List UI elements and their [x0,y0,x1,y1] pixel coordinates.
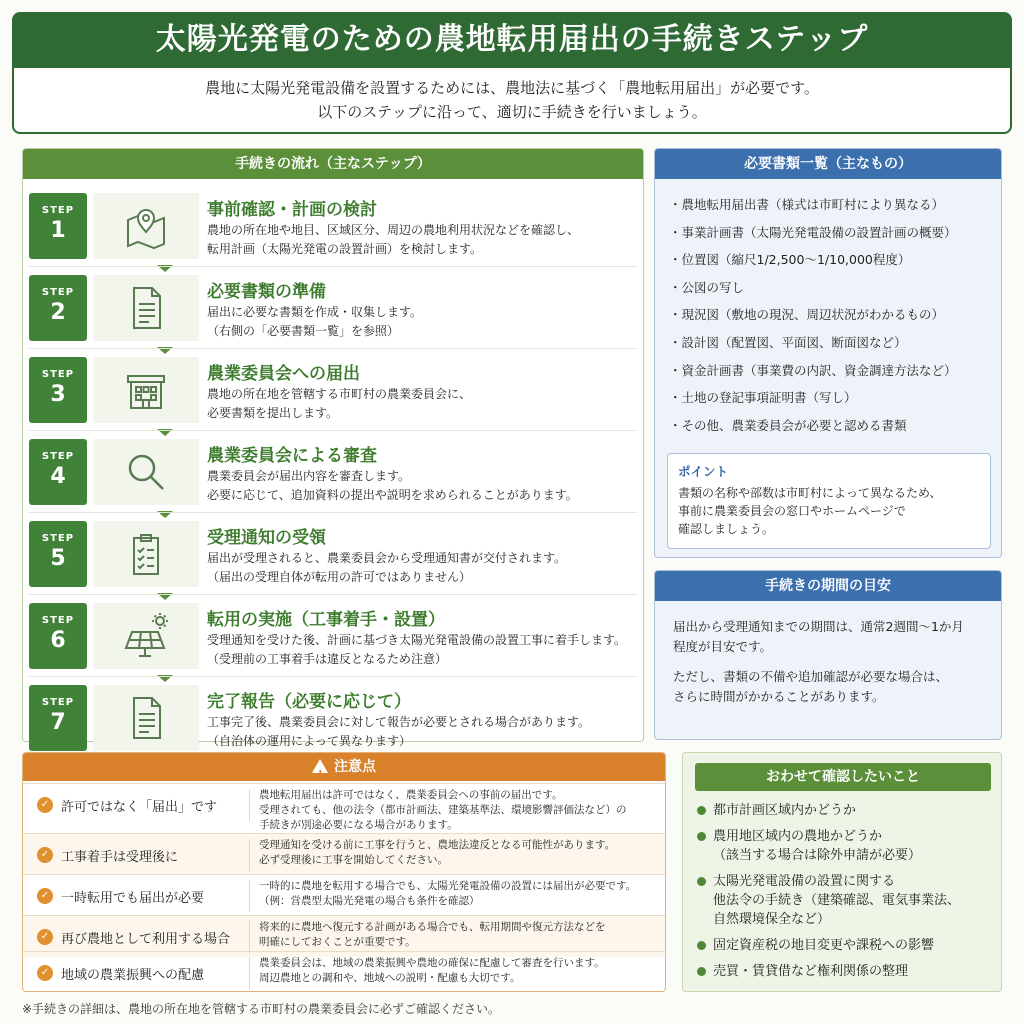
step-badge [29,275,87,341]
list-item: ・事業計画書（太陽光発電設備の設置計画の概要） [669,224,957,240]
also-line: 固定資産税の地目変更や課税への影響 [713,938,935,953]
list-item: ・農地転用届出書（様式は市町村により異なる） [669,197,945,212]
step-description [207,549,566,587]
list-item [697,872,993,929]
footnote: ※手続きの詳細は、農地の所在地を管轄する市町村の農業委員会に必ずご確認ください。 [22,1002,501,1016]
also-check-panel [682,752,1002,992]
map-pin-icon [93,193,199,259]
step-badge [29,193,87,259]
period-body [655,601,1001,723]
point-line: 書類の名称や部数は市町村によって異なるため、 [678,486,942,500]
step-label: STEP [41,369,75,380]
also-line: 他法令の手続き（建築確認、電気事業法、 [713,893,961,908]
list-item: ・設計図（配置図、平面図、断面図など） [669,334,907,350]
point-text [678,484,980,538]
building-icon [93,357,199,423]
step-desc-line: （受理前の工事着手は違反となるため注意） [207,652,448,666]
also-heading: おわせて確認したいこと [695,763,991,791]
divider [29,594,637,595]
step-desc-line: 受理通知を受けた後、計画に基づき太陽光発電設備の設置工事に着手します。 [207,633,627,647]
caution-text [259,788,659,833]
step-badge [29,439,87,505]
caution-label: 再び農地として利用する場合 [61,932,231,947]
caution-line: 必ず受理後に工事を開始してください。 [259,854,448,866]
step-number: 4 [50,464,66,489]
bullet-icon [697,832,706,841]
point-line: 事前に農業委員会の窓口やホームページで [678,504,906,518]
step-label: STEP [41,205,75,216]
caution-heading [23,753,665,781]
step-description [207,221,579,259]
step-desc-line: 転用計画（太陽光発電の設置計画）を検討します。 [207,242,483,256]
point-line: 確認しましょう。 [678,522,775,536]
caution-text [259,879,659,909]
divider [29,676,637,677]
step-title: 農業委員会への届出 [207,364,360,384]
documents-list [655,179,1001,439]
step-number: 5 [50,546,66,571]
caution-label: 地域の農業振興への配慮 [61,968,205,983]
divider [249,839,250,871]
caution-row [23,783,665,831]
bullet-icon [697,877,706,886]
report-icon [93,685,199,751]
solar-panel-icon [93,603,199,669]
divider [29,430,637,431]
divider [29,266,637,267]
point-box [667,453,991,549]
check-icon: ✓ [37,797,53,813]
docs-heading: 必要書類一覧（主なもの） [655,149,1001,179]
period-paragraph [673,617,983,657]
step-desc-line: 届出が受理されると、農業委員会から受理通知書が交付されます。 [207,551,567,565]
step-desc-line: 工事完了後、農業委員会に対して報告が必要とされる場合があります。 [207,715,591,729]
step-6 [29,597,637,675]
step-badge [29,357,87,423]
list-item: ・土地の登記事項証明書（写し） [669,390,857,406]
divider [29,348,637,349]
period-line: 程度が目安です。 [673,639,773,654]
divider [249,880,250,912]
step-badge [29,685,87,751]
step-description [207,631,626,669]
caution-line: 受理されても、他の法令（都市計画法、建築基準法、環境影響評価法など）の [259,804,627,816]
period-panel [654,570,1002,740]
check-icon: ✓ [37,965,53,981]
intro-line: 以下のステップに沿って、適切に手続きを行いましょう。 [317,103,707,121]
caution-line: 手続きが別途必要になる場合があります。 [259,819,458,831]
divider [249,957,250,989]
step-number: 7 [50,710,66,735]
step-badge [29,521,87,587]
also-line: （該当する場合は除外申請が必要） [713,848,922,863]
caution-text [259,956,659,986]
list-item: ・現況図（敷地の現況、周辺状況がわかるもの） [669,307,945,323]
step-desc-line: （右側の「必要書類一覧」を参照） [207,324,400,338]
step-label: STEP [41,533,75,544]
caution-row [23,951,665,993]
document-icon [93,275,199,341]
step-desc-line: 農業委員会が届出内容を審査します。 [207,469,411,483]
list-item [697,827,993,865]
also-line: 売買・賃貸借など権利関係の整理 [713,964,909,979]
caution-line: 一時的に農地を転用する場合でも、太陽光発電設備の設置には届出が必要です。 [259,880,637,892]
caution-line: 周辺農地との調和や、地域への説明・配慮も大切です。 [259,972,521,984]
caution-line: 将来的に農地へ復元する計画がある場合でも、転用期間や復元方法などを [259,921,606,933]
step-2 [29,269,637,347]
step-desc-line: 届出に必要な書類を作成・収集します。 [207,305,423,319]
caution-line: 農地転用届出は許可ではなく、農業委員会への事前の届出です。 [259,789,563,801]
step-title: 転用の実施（工事着手・設置） [207,610,445,630]
list-item [697,936,993,955]
step-number: 1 [50,218,66,243]
caution-row [23,874,665,916]
step-description [207,467,578,505]
list-item: ・その他、農業委員会が必要と認める書類 [669,417,907,433]
divider [249,789,250,821]
caution-label: 一時転用でも届出が必要 [61,891,205,906]
intro-text [12,68,1012,134]
step-label: STEP [41,697,75,708]
step-title: 農業委員会による審査 [207,446,377,466]
caution-heading-text: 注意点 [334,759,376,775]
also-check-list [697,801,993,988]
step-5 [29,515,637,593]
step-title: 必要書類の準備 [207,282,326,302]
also-line: 都市計画区域内かどうか [713,803,857,818]
caution-row [23,833,665,875]
cautions-panel [22,752,666,992]
list-item: ・資金計画書（事業費の内訳、資金調達方法など） [669,362,957,378]
step-7 [29,679,637,757]
clipboard-check-icon [93,521,199,587]
step-title: 完了報告（必要に応じて） [207,692,411,712]
step-label: STEP [41,287,75,298]
period-line: 届出から受理通知までの期間は、通常2週間～1か月 [673,619,964,634]
step-desc-line: 必要書類を提出します。 [207,406,339,420]
step-desc-line: （届出の受理自体が転用の許可ではありません） [207,570,472,584]
point-title: ポイント [678,464,729,479]
step-title: 受理通知の受領 [207,528,326,548]
period-heading: 手続きの期間の目安 [655,571,1001,601]
step-description [207,713,590,751]
caution-text [259,838,659,868]
step-number: 3 [50,382,66,407]
procedure-flow-panel [22,148,644,748]
step-1 [29,187,637,265]
period-paragraph [673,667,983,707]
step-desc-line: 農地の所在地や地目、区域区分、周辺の農地利用状況などを確認し、 [207,223,580,237]
check-icon: ✓ [37,888,53,904]
caution-line: 農業委員会は、地域の農業振興や農地の確保に配慮して審査を行います。 [259,957,605,969]
caution-line: 明確にしておくことが重要です。 [259,936,416,948]
step-4 [29,433,637,511]
caution-line: （例：営農型太陽光発電の場合も条件を確認） [259,895,480,907]
step-description [207,385,471,423]
also-line: 農用地区域内の農地かどうか [713,829,883,844]
caution-text [259,920,659,950]
period-line: ただし、書類の不備や追加確認が必要な場合は、 [673,669,949,684]
bullet-icon [697,941,706,950]
check-icon: ✓ [37,847,53,863]
caution-label: 工事着手は受理後に [61,850,179,865]
list-item [697,962,993,981]
intro-line: 農地に太陽光発電設備を設置するためには、農地法に基づく「農地転用届出」が必要です。 [205,79,819,97]
list-item [697,801,993,820]
also-line: 自然環境保全など） [713,912,831,927]
step-desc-line: （自治体の運用によって異なります） [207,734,412,748]
period-line: さらに時間がかかることがあります。 [673,689,885,704]
step-desc-line: 農地の所在地を管轄する市町村の農業委員会に、 [207,387,472,401]
list-item: ・公図の写し [669,279,745,295]
divider [29,512,637,513]
divider [249,921,250,953]
list-item: ・位置図（縮尺1/2,500～1/10,000程度） [669,252,911,268]
page-title: 太陽光発電のための農地転用届出の手続きステップ [12,12,1012,68]
bullet-icon [697,806,706,815]
step-title: 事前確認・計画の検討 [207,200,377,220]
required-documents-panel [654,148,1002,558]
step-description [207,303,422,341]
step-badge [29,603,87,669]
caution-line: 受理通知を受ける前に工事を行うと、農地法違反となる可能性があります。 [259,839,616,851]
step-label: STEP [41,451,75,462]
also-line: 太陽光発電設備の設置に関する [713,874,896,889]
step-number: 2 [50,300,66,325]
bullet-icon [697,967,706,976]
flow-heading: 手続きの流れ（主なステップ） [23,149,643,179]
caution-label: 許可ではなく「届出」です [61,800,218,815]
check-icon: ✓ [37,929,53,945]
step-3 [29,351,637,429]
magnifier-icon [93,439,199,505]
step-desc-line: 必要に応じて、追加資料の提出や説明を求められることがあります。 [207,488,578,502]
step-number: 6 [50,628,66,653]
warning-icon [312,759,328,773]
step-label: STEP [41,615,75,626]
